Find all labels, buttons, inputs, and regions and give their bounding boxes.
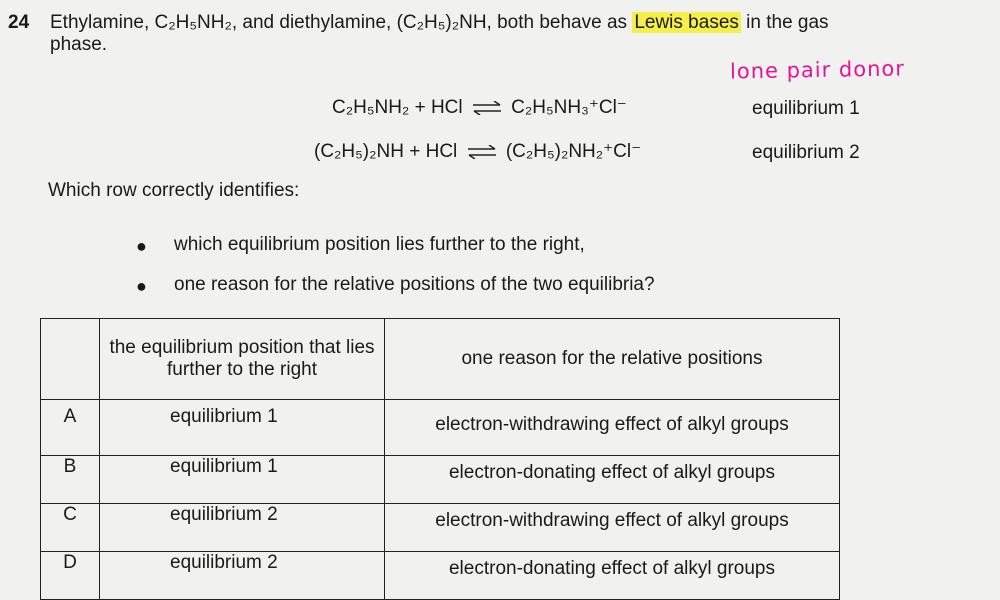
option-letter[interactable]: D <box>41 552 100 600</box>
option-position: equilibrium 2 <box>100 552 385 600</box>
table-header-row <box>41 319 840 400</box>
equation-2-reactants: (C₂H₅)₂NH + HCl <box>314 141 458 162</box>
table-row[interactable] <box>41 456 840 504</box>
option-letter[interactable]: A <box>41 400 100 456</box>
table-header-position: the equilibrium position that lies further to the right <box>100 319 385 400</box>
equilibrium-arrow-icon <box>472 101 502 115</box>
equation-2-products: (C₂H₅)₂NH₂⁺Cl⁻ <box>505 141 642 162</box>
handwritten-annotation: lone pair donor <box>729 56 906 84</box>
option-position: equilibrium 2 <box>100 504 385 552</box>
equation-1-label: equilibrium 1 <box>752 98 860 119</box>
option-reason: electron-donating effect of alkyl groups <box>385 552 840 600</box>
table-header-reason: one reason for the relative positions <box>385 319 840 400</box>
table-row[interactable] <box>41 552 840 600</box>
answer-options-table <box>40 318 840 600</box>
question-line-1 <box>50 12 829 34</box>
bullet-text-2: one reason for the relative positions of the two equilibria? <box>174 274 655 295</box>
option-letter[interactable]: C <box>41 504 100 552</box>
table-row[interactable] <box>41 504 840 552</box>
equation-1-products: C₂H₅NH₃⁺Cl⁻ <box>511 97 627 118</box>
equation-2 <box>314 140 641 163</box>
table-header-blank <box>41 319 100 400</box>
option-letter[interactable]: B <box>41 456 100 504</box>
question-text-post: in the gas <box>740 12 829 33</box>
bullet-icon: ● <box>136 236 147 256</box>
bullet-text-1: which equilibrium position lies further to the right, <box>174 234 585 255</box>
equation-2-label: equilibrium 2 <box>752 142 860 163</box>
equilibrium-arrow-icon <box>467 145 497 159</box>
equation-1 <box>332 96 627 119</box>
question-number: 24 <box>8 12 30 33</box>
question-text-pre: Ethylamine, C₂H₅NH₂, and diethylamine, (C₂H₅)₂NH, both behave as <box>50 12 633 33</box>
option-reason: electron-donating effect of alkyl groups <box>385 456 840 504</box>
highlighted-lewis-bases: Lewis bases <box>634 12 739 33</box>
option-position: equilibrium 1 <box>100 400 385 456</box>
table-row[interactable] <box>41 400 840 456</box>
option-reason: electron-withdrawing effect of alkyl groups <box>385 504 840 552</box>
bullet-icon: ● <box>136 276 147 296</box>
option-position: equilibrium 1 <box>100 456 385 504</box>
option-reason: electron-withdrawing effect of alkyl groups <box>385 400 840 456</box>
question-line-2: phase. <box>50 34 108 55</box>
equation-1-reactants: C₂H₅NH₂ + HCl <box>332 97 463 118</box>
question-prompt: Which row correctly identifies: <box>48 180 300 201</box>
